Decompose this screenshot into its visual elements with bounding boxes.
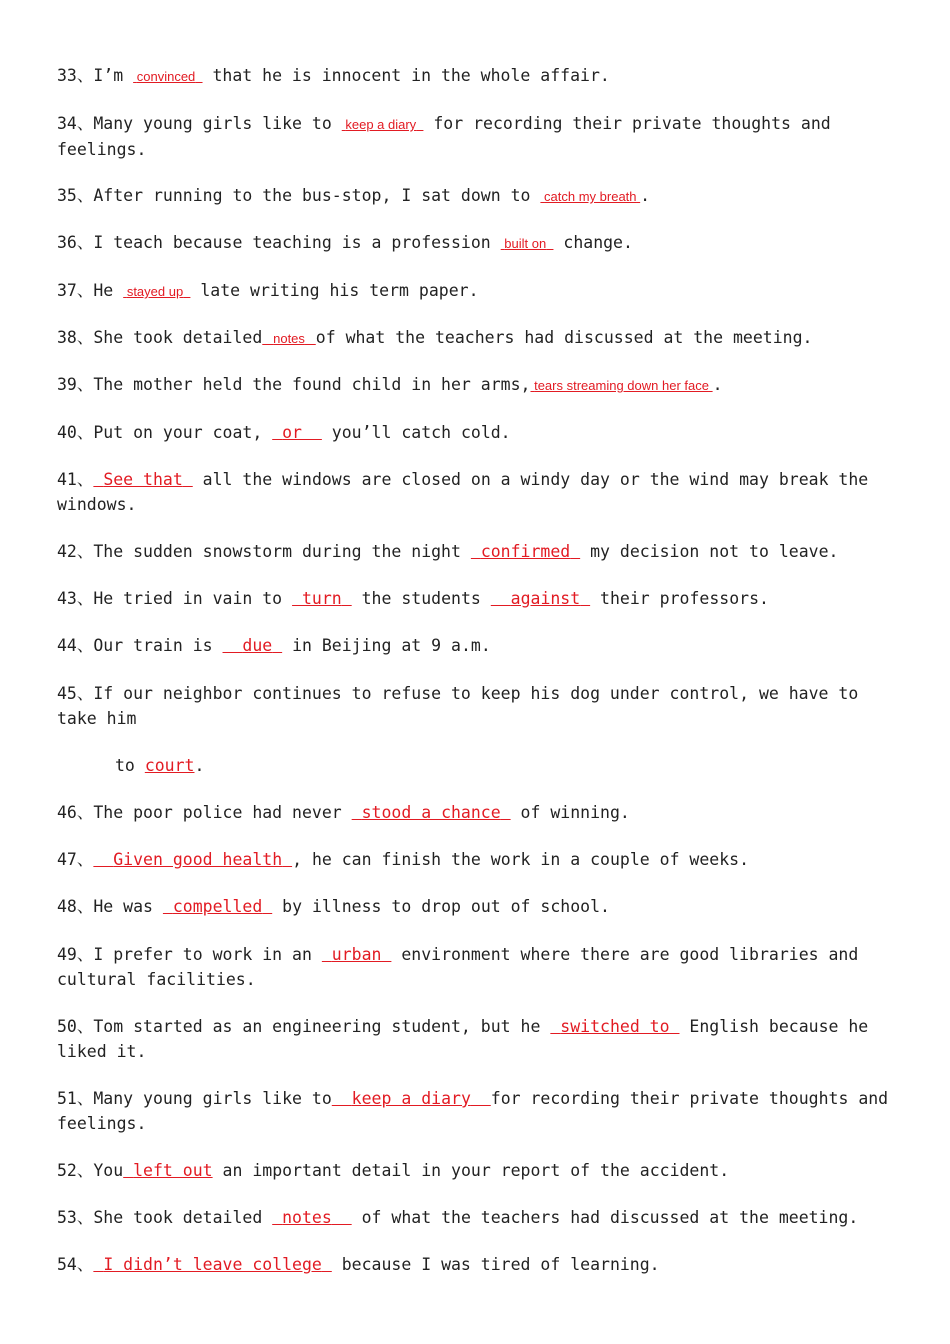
sentence-text: Our train is (93, 636, 223, 655)
sentence-text: . (712, 375, 723, 394)
item-50: 50、Tom started as an engineering student, but he switched to English because he liked it. (57, 1017, 869, 1061)
sentence-text: the students (351, 589, 491, 608)
answer-blank: switched to (560, 1017, 670, 1036)
item-45: 45、If our neighbor continues to refuse to keep his dog under control, we have to take him (57, 684, 859, 728)
item-number: 43 (57, 589, 77, 608)
item-number: 37 (57, 281, 77, 300)
sentence-text: , he can finish the work in a couple of weeks. (292, 850, 750, 869)
sentence-text: You (93, 1161, 124, 1180)
sentence-text: The mother held the found child in her arms, (93, 375, 531, 394)
sentence-text: She took detailed (93, 328, 263, 347)
sentence-text: I’m (93, 66, 134, 85)
answer-blank: convinced (136, 69, 196, 84)
sentence-text: After running to the bus-stop, I sat down to (93, 186, 541, 205)
sentence-text: He (93, 281, 124, 300)
item-44: 44、Our train is due in Beijing at 9 a.m. (57, 636, 491, 655)
sentence-text: change. (553, 233, 633, 252)
sentence-text: He was (93, 897, 163, 916)
answer-blank: urban (331, 945, 382, 964)
answer-blank: notes (273, 331, 305, 346)
item-number: 46 (57, 803, 77, 822)
sentence-text: for recording their private thoughts and feelings. (57, 1089, 889, 1133)
sentence-text: you’ll catch cold. (321, 423, 511, 442)
item-37: 37、He stayed up late writing his term paper. (57, 281, 479, 300)
sentence-text: I teach because teaching is a profession (93, 233, 501, 252)
item-51: 51、Many young girls like to keep a diary for recording their private thoughts and feelings. (57, 1089, 889, 1133)
item-34: 34、Many young girls like to keep a diary for recording their private thoughts and feelings. (57, 114, 831, 159)
sentence-text: my decision not to leave. (580, 542, 839, 561)
sentence-text: in Beijing at 9 a.m. (282, 636, 491, 655)
item-number: 38 (57, 328, 77, 347)
item-33: 33、I’m convinced that he is innocent in the whole affair. (57, 66, 610, 85)
item-number: 52 (57, 1161, 77, 1180)
answer-blank: built on (504, 236, 547, 251)
sentence-text: to (115, 756, 145, 775)
sentence-text: because I was tired of learning. (331, 1255, 660, 1274)
sentence-text: The sudden snowstorm during the night (93, 542, 471, 561)
sentence-text: Tom started as an engineering student, but he (93, 1017, 551, 1036)
sentence-text: their professors. (590, 589, 769, 608)
item-number: 36 (57, 233, 77, 252)
answer-blank: turn (302, 589, 342, 608)
item-49: 49、I prefer to work in an urban environment where there are good libraries and cultural facilities. (57, 945, 859, 989)
sentence-text: If our neighbor continues to refuse to keep his dog under control, we have to take him (57, 684, 859, 728)
item-38: 38、She took detailed notes of what the teachers had discussed at the meeting. (57, 328, 813, 347)
item-number: 49 (57, 945, 77, 964)
item-39: 39、The mother held the found child in her arms, tears streaming down her face . (57, 375, 723, 394)
answer-blank: keep a diary (351, 1089, 471, 1108)
item-number: 54 (57, 1255, 77, 1274)
item-number: 45 (57, 684, 77, 703)
answer-blank: compelled (172, 897, 263, 916)
item-36: 36、I teach because teaching is a profession built on change. (57, 233, 633, 252)
item-number: 47 (57, 850, 77, 869)
sentence-text: of what the teachers had discussed at the meeting. (315, 328, 813, 347)
item-number: 35 (57, 186, 77, 205)
answer-blank: catch my breath (544, 189, 637, 204)
sentence-text: environment where there are good libraries and cultural facilities. (57, 945, 859, 989)
item-number: 34 (57, 114, 77, 133)
item-43: 43、He tried in vain to turn the students against their professors. (57, 589, 769, 608)
item-52: 52、You left out an important detail in your report of the accident. (57, 1161, 730, 1180)
sentence-text: Many young girls like to (93, 114, 342, 133)
sentence-text: for recording their private thoughts and feelings. (57, 114, 831, 159)
item-number: 48 (57, 897, 77, 916)
answer-blank: notes (282, 1208, 332, 1227)
answer-blank: stayed up (126, 284, 184, 299)
item-number: 41 (57, 470, 77, 489)
item-53: 53、She took detailed notes of what the teachers had discussed at the meeting. (57, 1208, 859, 1227)
item-48: 48、He was compelled by illness to drop out of school. (57, 897, 610, 916)
item-46: 46、The poor police had never stood a chance of winning. (57, 803, 630, 822)
answer-blank: See that (103, 470, 183, 489)
answer-blank: I didn’t leave college (103, 1255, 322, 1274)
item-41: 41、 See that all the windows are closed on a windy day or the wind may break the windows. (57, 470, 869, 514)
item-number: 39 (57, 375, 77, 394)
answer-blank: left out (133, 1161, 213, 1180)
answer-blank: stood a chance (361, 803, 501, 822)
sentence-text: all the windows are closed on a windy day or the wind may break the windows. (57, 470, 869, 514)
sentence-text: late writing his term paper. (190, 281, 479, 300)
sentence-text: I prefer to work in an (93, 945, 322, 964)
sentence-text: Put on your coat, (93, 423, 273, 442)
answer-blank: confirmed (480, 542, 571, 561)
item-number: 40 (57, 423, 77, 442)
item-40: 40、Put on your coat, or you’ll catch cold. (57, 423, 511, 442)
item-number: 33 (57, 66, 77, 85)
answer-blank: court (144, 756, 195, 775)
sentence-text: an important detail in your report of the accident. (212, 1161, 730, 1180)
item-45-continuation (115, 753, 950, 778)
item-47: 47、 Given good health , he can finish the work in a couple of weeks. (57, 850, 750, 869)
sentence-text: . (640, 186, 651, 205)
sentence-text: by illness to drop out of school. (272, 897, 610, 916)
sentence-text: Many young girls like to (93, 1089, 332, 1108)
sentence-text: that he is innocent in the whole affair. (202, 66, 610, 85)
answer-blank: keep a diary (345, 117, 417, 132)
sentence-text: of winning. (510, 803, 630, 822)
sentence-text: He tried in vain to (93, 589, 293, 608)
sentence-text: of what the teachers had discussed at the meeting. (351, 1208, 859, 1227)
item-number: 53 (57, 1208, 77, 1227)
item-number: 50 (57, 1017, 77, 1036)
answer-blank: or (282, 423, 302, 442)
sentence-text: The poor police had never (93, 803, 352, 822)
item-42: 42、The sudden snowstorm during the night confirmed my decision not to leave. (57, 542, 839, 561)
answer-blank: against (510, 589, 581, 608)
sentence-text: . (194, 756, 205, 775)
item-number: 42 (57, 542, 77, 561)
item-number: 51 (57, 1089, 77, 1108)
answer-blank: due (242, 636, 273, 655)
item-54: 54、 I didn’t leave college because I was tired of learning. (57, 1255, 660, 1274)
answer-blank: Given good health (113, 850, 283, 869)
item-number: 44 (57, 636, 77, 655)
sentence-text: English because he liked it. (57, 1017, 869, 1061)
answer-blank: tears streaming down her face (534, 378, 709, 393)
item-35: 35、After running to the bus-stop, I sat down to catch my breath . (57, 186, 651, 205)
sentence-text: She took detailed (93, 1208, 273, 1227)
